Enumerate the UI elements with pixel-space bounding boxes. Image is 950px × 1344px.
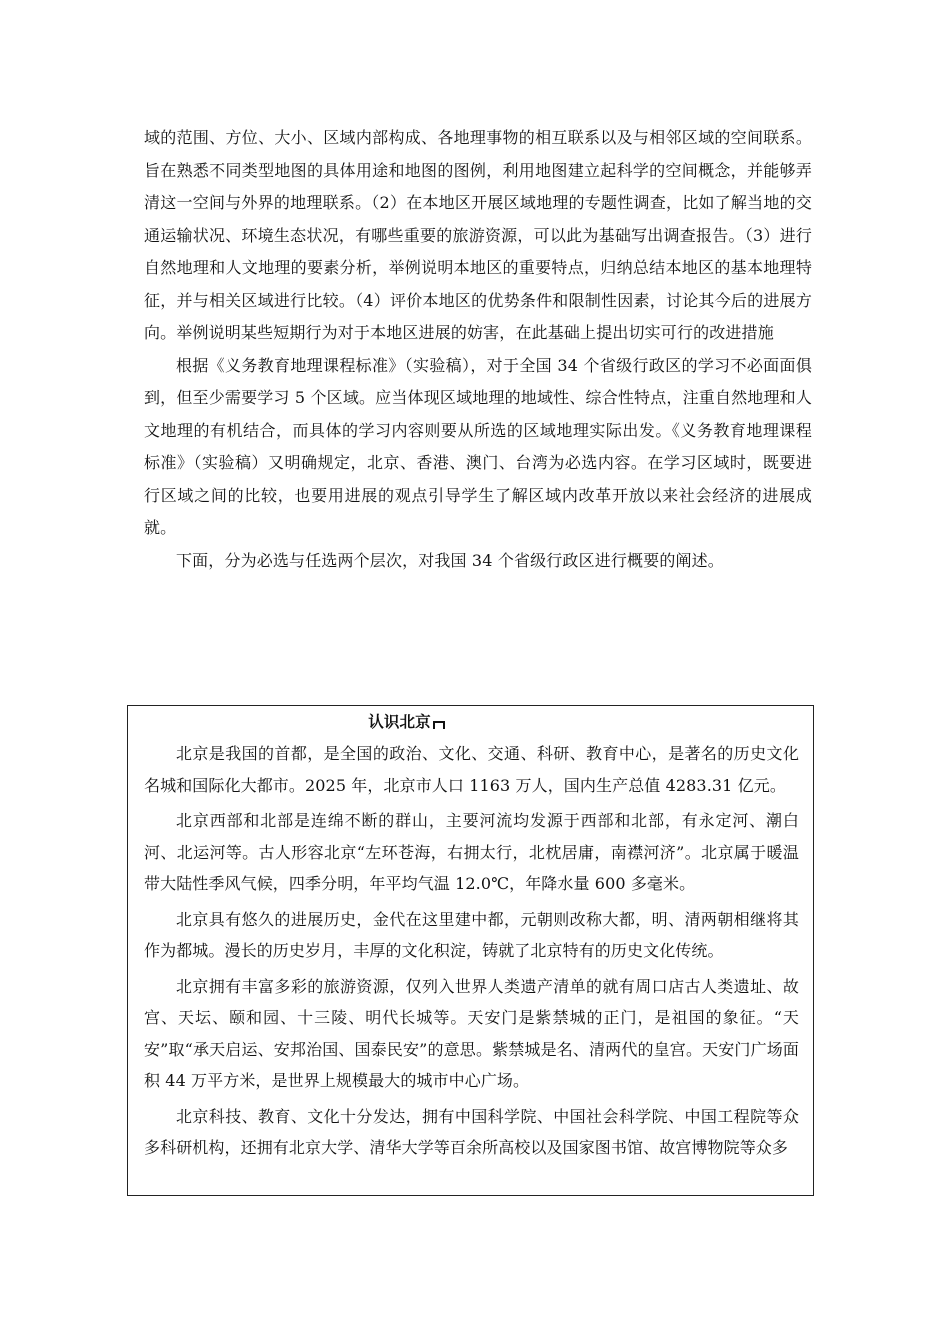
intro-paragraph-overview: 下面，分为必选与任选两个层次，对我国 34 个省级行政区进行概要的阐述。 bbox=[176, 550, 724, 570]
box-paragraph: 北京科技、教育、文化十分发达，拥有中国科学院、中国社会科学院、中国工程院等众多科研机构，还拥有北京大学、清华大学等百余所高校以及国家图书馆、故宫博物院等众多 bbox=[144, 1106, 799, 1157]
box-paragraph: 北京具有悠久的进展历史，金代在这里建中都，元朝则改称大都，明、清两朝相继将其作为都城。漫长的历史岁月，丰厚的文化积淀，铸就了北京特有的历史文化传统。 bbox=[144, 909, 799, 960]
title-bracket-mark bbox=[433, 721, 445, 729]
intro-paragraph-continued: 域的范围、方位、大小、区域内部构成、各地理事物的相互联系以及与相邻区域的空间联系。旨在熟悉不同类型地图的具体用途和地图的图例，利用地图建立起科学的空间概念，并能够弄清这一空间与外界的地理联系。（2）在本地区开展区域地理的专题性调查，比如了解当地的交通运输状况、环境生态状况，有哪些重要的旅游资源，可以此为基础写出调查报告。（3）进行自然地理和人文地理的要素分析，举例说明本地区的重要特点，归纳总结本地区的基本地理特征，并与相关区域进行比较。（4）评价本地区的优势条件和限制性因素，讨论其今后的进展方向。举例说明某些短期行为对于本地区进展的妨害，在此基础上提出切实可行的改进措施 bbox=[144, 128, 812, 342]
box-paragraph: 北京是我国的首都，是全国的政治、文化、交通、科研、教育中心，是著名的历史文化名城和国际化大都市。2025 年，北京市人口 1163 万人，国内生产总值 4283.31 亿元。 bbox=[144, 744, 799, 795]
box-title-text: 认识北京 bbox=[368, 713, 431, 731]
box-paragraph: 北京西部和北部是连绵不断的群山，主要河流均发源于西部和北部，有永定河、潮白河、北运河等。古人形容北京“左环苍海，右拥太行，北枕居庸，南襟河济”。北京属于暖温带大陆性季风气候，四季分明，年平均气温 12.0℃，年降水量 600 多毫米。 bbox=[144, 811, 799, 893]
box-title bbox=[144, 706, 799, 738]
body-text bbox=[144, 122, 812, 577]
box-paragraph: 北京拥有丰富多彩的旅游资源，仅列入世界人类遗产清单的就有周口店古人类遗址、故宫、天坛、颐和园、十三陵、明代长城等。天安门是紫禁城的正门，是祖国的象征。“天安”取“承天启运、安邦治国、国泰民安”的意思。紫禁城是名、清两代的皇宫。天安门广场面积 44 万平方米，是世界上规模最大的城市中心广场。 bbox=[144, 976, 799, 1090]
beijing-info-box bbox=[127, 705, 814, 1196]
beijing-info-box-content bbox=[144, 706, 799, 1168]
intro-paragraph-curriculum: 根据《义务教育地理课程标准》（实验稿），对于全国 34 个省级行政区的学习不必面面俱到，但至少需要学习 5 个区域。应当体现区域地理的地域性、综合性特点，注重自然地理和人文地理的有机结合，而具体的学习内容则要从所选的区域地理实际出发。《义务教育地理课程标准》（实验稿）又明确规定，北京、香港、澳门、台湾为必选内容。在学习区域时，既要进行区域之间的比较，也要用进展的观点引导学生了解区域内改革开放以来社会经济的进展成就。 bbox=[144, 355, 812, 537]
